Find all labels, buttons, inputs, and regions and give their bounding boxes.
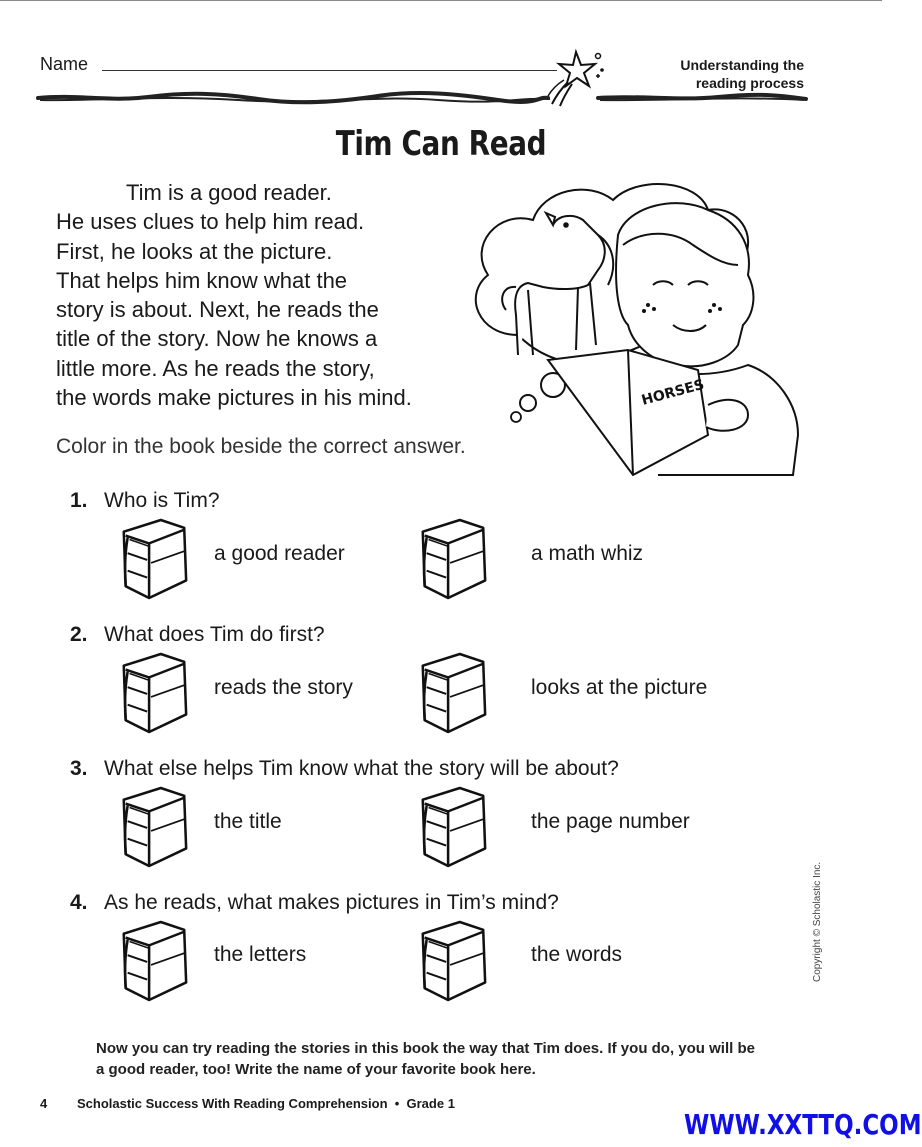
story-line: That helps him know what the bbox=[56, 267, 348, 293]
option-q2b-label: looks at the picture bbox=[531, 676, 708, 699]
answer-book-q2b[interactable] bbox=[413, 648, 491, 738]
answer-book-q4a[interactable] bbox=[114, 916, 192, 1006]
option-q1b-label: a math whiz bbox=[531, 542, 644, 565]
option-q2a-label: reads the story bbox=[214, 676, 353, 699]
page-number: 4 bbox=[40, 1096, 48, 1111]
story-line: the words make pictures in his mind. bbox=[56, 385, 412, 411]
story-line: Tim is a good reader. bbox=[126, 180, 332, 205]
shooting-star-icon bbox=[546, 46, 608, 108]
option-q3b-label: the page number bbox=[531, 810, 690, 833]
answer-book-q1b[interactable] bbox=[413, 514, 491, 604]
question-3 bbox=[70, 757, 619, 781]
skill-label-line2: reading process bbox=[695, 75, 804, 91]
story-line: title of the story. Now he knows a bbox=[56, 326, 378, 352]
story-line: little more. As he reads the story, bbox=[56, 355, 375, 381]
story-line: He uses clues to help him read. bbox=[56, 209, 365, 235]
story-line: First, he looks at the picture. bbox=[56, 238, 333, 264]
option-q3a-label: the title bbox=[214, 810, 282, 833]
story-line: story is about. Next, he reads the bbox=[56, 297, 379, 323]
answer-book-q1a[interactable] bbox=[114, 514, 192, 604]
question-number: 3. bbox=[70, 757, 88, 780]
boy-reading-illustration bbox=[458, 175, 808, 480]
footer-note-line2: a good reader, too! Write the name of your favorite book here. bbox=[96, 1061, 536, 1078]
question-1 bbox=[70, 489, 220, 513]
copyright-notice: Copyright © Scholastic Inc. bbox=[812, 861, 823, 982]
question-text: What does Tim do first? bbox=[104, 623, 325, 646]
book-series-title: Scholastic Success With Reading Comprehension • Grade 1 bbox=[77, 1096, 455, 1111]
skill-label-line1: Understanding the bbox=[680, 57, 804, 73]
footer-note-line1: Now you can try reading the stories in this book the way that Tim does. If you do, you will be bbox=[96, 1040, 755, 1057]
answer-book-q2a[interactable] bbox=[114, 648, 192, 738]
question-text: What else helps Tim know what the story will be about? bbox=[104, 757, 619, 780]
name-write-line[interactable] bbox=[102, 70, 557, 71]
option-q4a-label: the letters bbox=[214, 943, 307, 966]
top-border-line bbox=[0, 0, 882, 1]
answer-book-q4b[interactable] bbox=[413, 916, 491, 1006]
skill-label bbox=[680, 56, 804, 92]
page-title: Tim Can Read bbox=[335, 124, 547, 164]
name-label: Name bbox=[40, 54, 89, 74]
question-text: As he reads, what makes pictures in Tim’s mind? bbox=[104, 891, 559, 914]
question-number: 1. bbox=[70, 489, 88, 512]
option-q1a-label: a good reader bbox=[214, 542, 345, 565]
instruction-text: Color in the book beside the correct answer. bbox=[56, 435, 466, 458]
question-2 bbox=[70, 623, 325, 647]
footer-note bbox=[96, 1038, 816, 1080]
answer-book-q3a[interactable] bbox=[114, 782, 192, 872]
watermark: WWW.XXTTQ.COM bbox=[684, 1108, 922, 1141]
book-cover-text: HORSES bbox=[639, 376, 706, 409]
question-number: 2. bbox=[70, 623, 88, 646]
story-paragraph bbox=[56, 178, 486, 412]
answer-book-q3b[interactable] bbox=[413, 782, 491, 872]
question-number: 4. bbox=[70, 891, 88, 914]
question-4 bbox=[70, 891, 559, 915]
question-text: Who is Tim? bbox=[104, 489, 220, 512]
option-q4b-label: the words bbox=[531, 943, 623, 966]
